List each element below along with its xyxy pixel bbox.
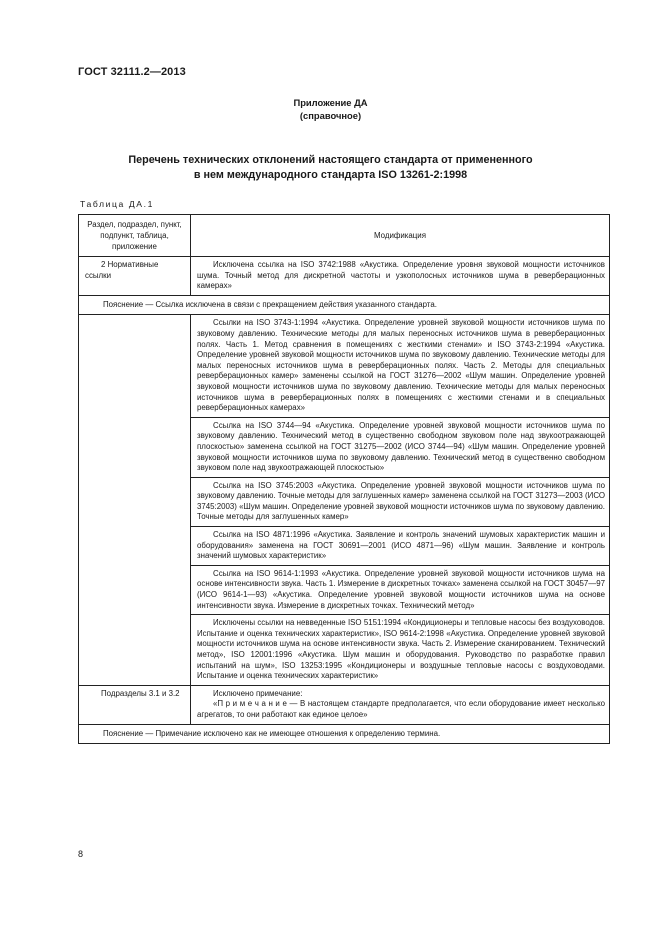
page-number: 8 [78, 849, 84, 859]
row1-modification [191, 257, 610, 296]
row2-cell-2 [191, 417, 610, 477]
row2-p5: Ссылка на ISO 9614-1:1993 «Акустика. Определение уровней звуковой мощности источников шума на основе интенсивности звука. Часть 1. Измерение в дискретных точках» заменена ссылкой на ГОСТ 30457—97 (ИСО 9614-1—93) «Акустика. Определение уровней звуковой мощности источников шума на основе интенсивности звука. Измерение в дискретных точках. Технический метод» [197, 568, 605, 610]
title-line-1: Перечень технических отклонений настоящего стандарта от примененного [128, 154, 533, 166]
row2-cell-4 [191, 527, 610, 566]
row3-modification [191, 685, 610, 724]
row3-section-text: Подразделы 3.1 и 3.2 [101, 688, 180, 698]
row2-p1: Ссылки на ISO 3743-1:1994 «Акустика. Определение уровней звуковой мощности источников шума по звуковому давлению. Технические методы для малых переносных источников шума в реверберационных полях. Часть 1. Метод сравнения в помещениях с жесткими стенами» и ISO 3743-2:1994 «Акустика. Определение уровней звуковой мощности источников шума по звуковому давлению. Технические методы для малых переносных источников шума в реверберационных полях. Часть 2. Методы для специальных реверберационных камер» заменены ссылкой на ГОСТ 31276—2002 «Шум машин. Определение уровней звуковой мощности источников шума по звуковому давлению. Технические методы для малых переносных источников шума в реверберационных полях в помещениях с жесткими стенами и в специальных реверберационных камерах» [197, 318, 605, 413]
row3-line1: Исключено примечание: [213, 688, 303, 698]
row2-p2: Ссылка на ISO 3744—94 «Акустика. Определение уровней звуковой мощности источников шума по звуковому давлению. Технический метод в существенно свободном звуковом поле над звукоотражающей плоскостью» заменена ссылкой на ГОСТ 31275—2002 (ИСО 3744—94) «Шум машин. Определение уровней звуковой мощности источников шума по звуковому давлению. Технический метод в существенно свободном звуковом поле над звукоотражающей плоскостью» [197, 420, 605, 473]
row1-section-text: 2 Нормативные ссылки [85, 260, 159, 280]
row2-p6: Исключены ссылки на невведенные ISO 5151:1994 «Кондиционеры и тепловые насосы без воздуховодов. Испытание и оценка технических характеристик», ISO 9614-2:1998 «Акустика. Определение уровней звуковой мощности источников шума на основе интенсивности звука. Часть 2. Измерение сканированием. Технический метод», ISO 12001:1996 «Акустика. Шум машин и оборудования. Руководство по разработке правил испытаний на шум», ISO 13253:1995 «Кондиционеры и воздушные тепловые насосы с воздуховодами. Испытание и оценка технических характеристик» [197, 618, 605, 681]
row2-p3: Ссылка на ISO 3745:2003 «Акустика. Определение уровней звуковой мощности источников шума по звуковому давлению. Точные методы для заглушенных камер» заменена ссылкой на ГОСТ 31273—2003 (ИСО 3745:2003) «Шум машин. Определение уровней звуковой мощности источников шума по звуковому давлению. Точные методы для заглушенных камер» [197, 480, 605, 522]
row2-cell-1 [191, 315, 610, 417]
annex-title: Приложение ДА [293, 97, 368, 108]
annex-subtitle: (справочное) [299, 110, 362, 121]
table-row [79, 315, 610, 417]
row3-line2: «П р и м е ч а н и е — В настоящем стандарте предполагается, что если оборудование имеет несколько агрегатов, то они работают как единое целое» [197, 699, 605, 719]
document-title [60, 153, 601, 183]
header-modification: Модификация [191, 215, 610, 257]
note2: Пояснение — Примечание исключено как не имеющее отношения к определению термина. [79, 724, 610, 744]
document-id: ГОСТ 32111.2—2013 [78, 66, 186, 78]
note-row [79, 295, 610, 315]
title-line-2: в нем международного стандарта ISO 13261-2:1998 [193, 169, 468, 181]
row1-section [79, 257, 191, 296]
deviations-table [78, 214, 610, 744]
note1: Пояснение — Ссылка исключена в связи с прекращением действия указанного стандарта. [79, 295, 610, 315]
row3-section [79, 685, 191, 724]
table-row [79, 257, 610, 296]
row2-section [79, 315, 191, 685]
row2-p4: Ссылка на ISO 4871:1996 «Акустика. Заявление и контроль значений шумовых характеристик машин и оборудования» заменена на ГОСТ 30691—2001 (ИСО 4871—96) «Шум машин. Заявление и контроль значений шумовых характеристик» [197, 530, 605, 561]
row2-cell-6 [191, 615, 610, 686]
table-header-row [79, 215, 610, 257]
row2-cell-5 [191, 565, 610, 614]
header-section: Раздел, подраздел, пункт, подпункт, таблица, приложение [79, 215, 191, 257]
row1-text: Исключена ссылка на ISO 3742:1988 «Акустика. Определение уровня звуковой мощности источников шума. Точный метод для дискретной частоты и узкополосных источников шума в реверберационных камерах» [197, 260, 605, 291]
annex-heading [0, 96, 661, 122]
table-caption: Таблица ДА.1 [80, 199, 155, 209]
table-row [79, 685, 610, 724]
row2-cell-3 [191, 477, 610, 526]
note-row [79, 724, 610, 744]
